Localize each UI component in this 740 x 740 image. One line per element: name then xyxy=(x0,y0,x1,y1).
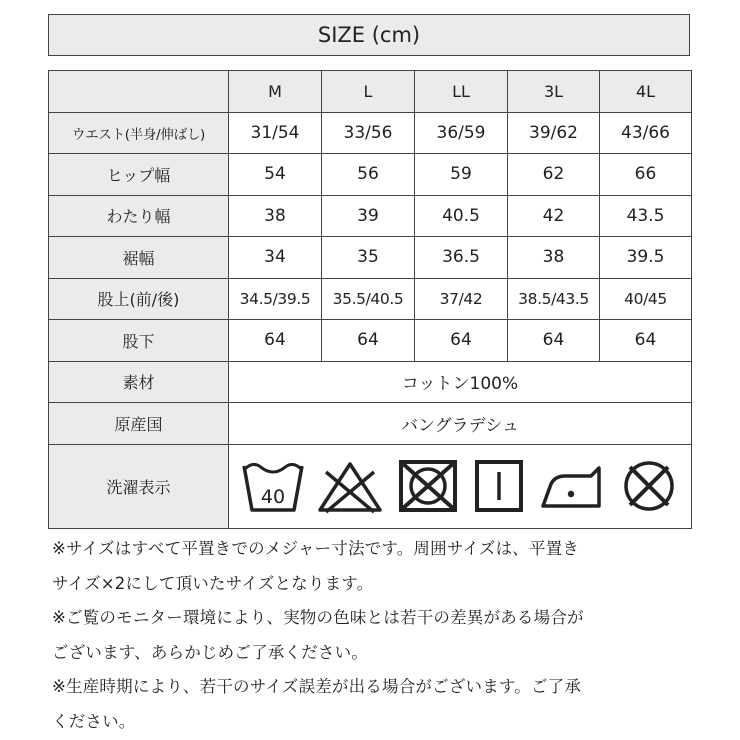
origin-value: バングラデシュ xyxy=(229,403,692,445)
table-cell: 64 xyxy=(229,320,322,362)
row-label: 股下 xyxy=(49,320,229,362)
table-cell: 34.5/39.5 xyxy=(229,278,322,320)
table-cell: 38.5/43.5 xyxy=(508,278,600,320)
column-header: 3L xyxy=(508,71,600,113)
table-cell: 35 xyxy=(322,237,415,279)
column-header: 4L xyxy=(600,71,692,113)
table-cell: 39/62 xyxy=(508,112,600,154)
size-title: SIZE (cm) xyxy=(48,14,690,56)
table-row xyxy=(49,320,692,362)
table-row xyxy=(49,112,692,154)
table-row xyxy=(49,154,692,196)
note-line: サイズ×2にして頂いたサイズとなります。 xyxy=(52,573,374,593)
note-line: ※ご覧のモニター環境により、実物の色味とは若干の差異がある場合が xyxy=(52,608,584,627)
row-label: 股上(前/後) xyxy=(49,278,229,320)
table-cell: 36/59 xyxy=(415,112,508,154)
table-cell: 62 xyxy=(508,154,600,196)
table-cell: 35.5/40.5 xyxy=(322,278,415,320)
table-cell: 31/54 xyxy=(229,112,322,154)
table-cell: 64 xyxy=(415,320,508,362)
note-line: ございます、あらかじめご了承ください。 xyxy=(52,642,368,662)
table-row xyxy=(49,237,692,279)
line-dry-icon xyxy=(471,458,527,514)
header-row xyxy=(49,71,692,113)
row-label: ヒップ幅 xyxy=(49,154,229,196)
wash-40-icon xyxy=(240,458,306,514)
table-cell: 39.5 xyxy=(600,237,692,279)
table-row xyxy=(49,195,692,237)
table-cell: 34 xyxy=(229,237,322,279)
corner-cell xyxy=(49,71,229,113)
notes xyxy=(52,532,692,739)
note-line: ください。 xyxy=(52,711,136,731)
column-header: M xyxy=(229,71,322,113)
material-value: コットン100% xyxy=(229,361,692,403)
wash-temperature: 40 xyxy=(261,486,286,508)
table-cell: 42 xyxy=(508,195,600,237)
column-header: L xyxy=(322,71,415,113)
note-line: ※生産時期により、若干のサイズ誤差が出る場合がございます。ご了承 xyxy=(52,677,582,696)
row-label: 原産国 xyxy=(49,403,229,445)
table-row xyxy=(49,278,692,320)
table-cell: 66 xyxy=(600,154,692,196)
table-cell: 64 xyxy=(508,320,600,362)
table-cell: 64 xyxy=(322,320,415,362)
table-cell: 39 xyxy=(322,195,415,237)
row-label: わたり幅 xyxy=(49,195,229,237)
low-iron-icon xyxy=(537,458,607,514)
origin-row xyxy=(49,403,692,445)
no-bleach-icon xyxy=(316,458,384,514)
table-cell: 43.5 xyxy=(600,195,692,237)
material-row xyxy=(49,361,692,403)
table-cell: 37/42 xyxy=(415,278,508,320)
row-label: 洗濯表示 xyxy=(49,444,229,528)
table-cell: 59 xyxy=(415,154,508,196)
table-cell: 38 xyxy=(508,237,600,279)
column-header: LL xyxy=(415,71,508,113)
care-icons-cell xyxy=(229,444,692,528)
table-cell: 36.5 xyxy=(415,237,508,279)
no-tumble-dry-icon xyxy=(395,458,461,514)
table-cell: 33/56 xyxy=(322,112,415,154)
row-label: 裾幅 xyxy=(49,237,229,279)
row-label: ウエスト(半身/伸ばし) xyxy=(49,112,229,154)
table-cell: 40.5 xyxy=(415,195,508,237)
no-dry-clean-icon xyxy=(618,458,680,514)
table-cell: 56 xyxy=(322,154,415,196)
table-cell: 43/66 xyxy=(600,112,692,154)
care-row xyxy=(49,444,692,528)
table-cell: 54 xyxy=(229,154,322,196)
size-table xyxy=(48,70,692,529)
row-label: 素材 xyxy=(49,361,229,403)
note-line: ※サイズはすべて平置きでのメジャー寸法です。周囲サイズは、平置き xyxy=(52,539,580,558)
table-cell: 38 xyxy=(229,195,322,237)
table-cell: 40/45 xyxy=(600,278,692,320)
table-cell: 64 xyxy=(600,320,692,362)
